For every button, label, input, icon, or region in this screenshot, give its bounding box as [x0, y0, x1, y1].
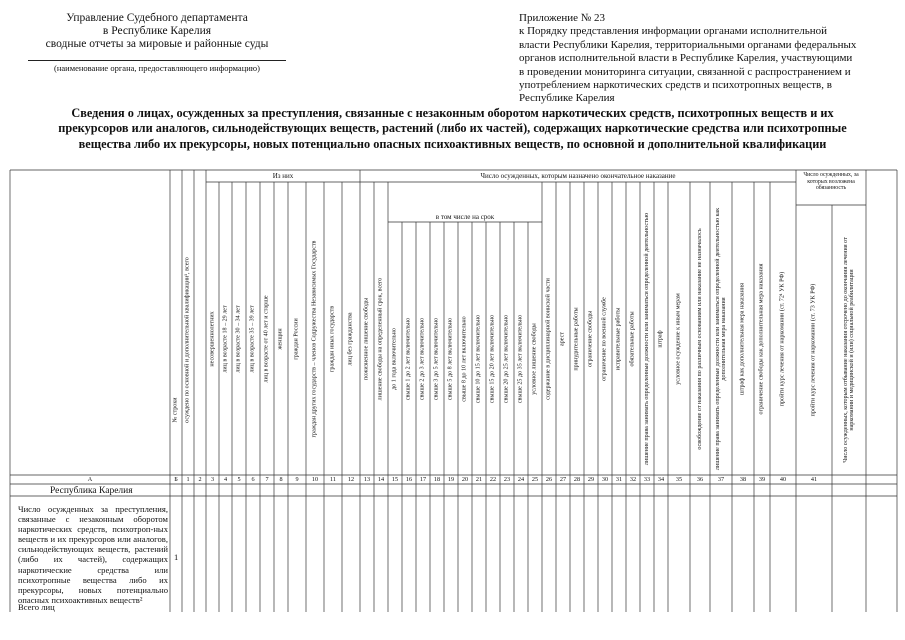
col-number-25: 25 — [531, 476, 539, 483]
col-header-3: лиц в возрасте 18 – 29 лет — [222, 304, 229, 373]
col-number-41: 41 — [810, 476, 818, 483]
col-number-19: 19 — [447, 476, 455, 483]
col-number-5: 5 — [237, 476, 241, 483]
row-description: Число осужденных за преступления, связанные с незаконным оборотом наркотических средств, психотроп-ных веществ и их прекурсоров или аналогов, сильнодействующих веществ, растений (либо их частей), содержащих наркотические средства или психотропные вещества либо их прекурсоры, новых потенциально опасных психоактивных веществ² — [18, 504, 168, 605]
col-number-8: 8 — [279, 476, 283, 483]
header-right-line4: органов исполнительной власти в Республике Карелия, участвующими — [519, 52, 853, 65]
region-label: Республика Карелия — [50, 486, 133, 496]
col-number-4: 4 — [223, 476, 228, 483]
col-number-32: 32 — [629, 476, 637, 483]
col-number-7: 7 — [265, 476, 269, 483]
col-header-25: содержание в дисциплинарной воинской части — [545, 277, 552, 400]
col-number-39: 39 — [758, 476, 766, 483]
header-right-line5: в проведении мониторинга ситуации, связанной с распространением и — [519, 65, 851, 78]
col-header-20: свыше 10 до 15 лет включительно — [475, 314, 482, 403]
signature-rule — [28, 60, 286, 61]
col-number-2: 2 — [198, 476, 202, 483]
col-number-10: 10 — [311, 476, 319, 483]
col-number-30: 30 — [601, 476, 609, 483]
group-lechenie: Число осужденных, за которых возложена обязанность — [803, 172, 859, 191]
group-iz-nih: Из них — [272, 172, 294, 180]
header-right-line6: употреблением наркотических средств и психотропных веществ, в — [519, 79, 832, 92]
col-header-19: свыше 8 до 10 лет включительно — [461, 315, 468, 402]
col-header-40: пройти курс лечения от наркомании (ст. 73 УК РФ) — [810, 283, 817, 417]
col-header-21: свыше 15 до 20 лет включительно — [489, 314, 496, 403]
col-header-35: освобождение от наказания по различным основаниям или наказание не назначалось — [696, 227, 703, 450]
col-number-31: 31 — [615, 476, 623, 483]
col-header-32: лишение права занимать определенные должности или заниматься определенной деятельностью — [643, 212, 650, 465]
col-number-36: 36 — [696, 476, 704, 483]
col-number-38: 38 — [739, 476, 747, 483]
col-header-33: штраф — [657, 329, 664, 348]
col-header-39: пройти курс лечения от наркомании (ст. 72¹ УК РФ) — [779, 271, 786, 406]
title-line3: вещества либо их прекурсоры, новых потенциально опасных психоактивных веществ, по основной и дополнительной квалификации — [78, 136, 827, 151]
col-header-12: пожизненное лишение свободы — [363, 297, 370, 380]
col-header-23: свыше 25 до 35 лет включительно — [517, 314, 524, 403]
header-left-line1: Управление Судебного департамента — [66, 12, 248, 24]
col-number-12: 12 — [347, 476, 355, 483]
row-number: 1 — [174, 552, 179, 562]
appendix-number: Приложение № 23 — [519, 12, 606, 24]
header-left-line2: в Республике Карелия — [102, 25, 212, 37]
col-header-29: ограничение по военной службе — [601, 296, 608, 381]
col-number-37: 37 — [717, 476, 725, 483]
col-header-38: ограничение свободы как дополнительная мера наказания — [758, 263, 765, 414]
col-number-13: 13 — [363, 476, 371, 483]
group-v-tom-chisle: в том числе на срок — [435, 213, 495, 221]
title-line1: Сведения о лицах, осужденных за преступления, связанные с незаконным оборотом наркотических средств, психотропных веществ и их — [71, 106, 834, 120]
col-header-2: несовершеннолетних — [209, 310, 216, 367]
col-header-34: условное осуждение к иным мерам — [675, 292, 682, 385]
header-right-line2: к Порядку представления информации органами исполнительной — [519, 25, 827, 38]
col-header-37: штраф как дополнительная мера наказания — [739, 282, 746, 395]
col-header-31: обязательные работы — [629, 310, 636, 367]
col-header-41: Число осужденных, которым отбывание наказания отсрочено до окончания лечения от наркомании и медицинской и (или) социальной реабилитации — [842, 237, 855, 463]
header-left-caption: (наименование органа, предоставляющего информацию) — [54, 63, 260, 73]
col-number-16: 16 — [405, 476, 413, 483]
col-header-17: свыше 3 до 5 лет включительно — [433, 317, 440, 400]
col-number-27: 27 — [559, 476, 567, 483]
header-left — [22, 12, 292, 73]
col-header-16: свыше 2 до 3 лет включительно — [419, 317, 426, 400]
col-number-3: 3 — [210, 476, 215, 483]
col-header-36: лишение права занимать определенные должности или заниматься определенной деятельностью как дополнительная мера наказания — [714, 207, 727, 470]
col-number-1: 1 — [186, 476, 190, 483]
col-number-28: 28 — [573, 476, 581, 483]
col-number-24: 24 — [517, 476, 525, 483]
col-header-28: ограничение свободы — [587, 310, 594, 367]
col-number-6: 6 — [251, 476, 255, 483]
col-header-27: принудительные работы — [573, 306, 580, 371]
col-header-5: лиц в возрасте 35 – 39 лет — [249, 304, 256, 373]
col-header-8: граждан России — [293, 317, 300, 360]
col-number-А: А — [87, 476, 93, 483]
col-header-11: лиц без гражданства — [347, 311, 354, 366]
col-header-15: свыше 1 до 2 лет включительно — [405, 317, 412, 400]
col-header-18: свыше 5 до 8 лет включительно — [447, 317, 454, 400]
col-header-6: лиц в возрасте от 40 лет и старше — [263, 294, 270, 383]
col-header-4: лиц в возрасте 30 – 34 лет — [235, 304, 242, 373]
col-number-18: 18 — [433, 476, 441, 483]
header-left-line3: сводные отчеты за мировые и районные суды — [45, 38, 269, 50]
col-number-26: 26 — [545, 476, 553, 483]
title-line2: прекурсоров или аналогов, сильнодействующих веществ, растений (либо их частей), содержащих наркотические средства или психотропные — [58, 121, 847, 136]
col-number-20: 20 — [461, 476, 469, 483]
col-header-26: арест — [559, 331, 566, 346]
col-header-14: до 1 года включительно — [391, 327, 398, 390]
col-number-22: 22 — [489, 476, 497, 483]
col-header-vsego: осуждено по основной и дополнительной квалификации¹, всего — [184, 257, 191, 423]
col-header-13: лишение свободы на определенный срок, всего — [377, 277, 384, 400]
group-nakazanie: Число осужденных, которым назначено окончательное наказание — [480, 172, 676, 180]
col-number-23: 23 — [503, 476, 511, 483]
header-right-line3: власти Республики Карелия, территориальными органами федеральных — [519, 38, 857, 51]
report-table — [10, 170, 897, 612]
col-header-24: условное лишение свободы — [531, 322, 538, 395]
col-header-22: свыше 20 до 25 лет включительно — [503, 314, 510, 403]
col-number-35: 35 — [675, 476, 683, 483]
col-number-34: 34 — [657, 476, 665, 483]
col-number-33: 33 — [643, 476, 651, 483]
col-header-7: женщин — [277, 327, 284, 350]
col-number-15: 15 — [391, 476, 399, 483]
col-number-Б: Б — [174, 476, 178, 483]
col-number-11: 11 — [330, 476, 336, 483]
col-header-10: граждан иных государств — [329, 305, 336, 372]
row-total-label: Всего лиц — [18, 602, 55, 612]
header-right — [519, 12, 889, 106]
col-number-40: 40 — [779, 476, 787, 483]
col-number-14: 14 — [377, 476, 385, 483]
col-header-row-num: № строки — [172, 397, 179, 423]
col-number-9: 9 — [295, 476, 299, 483]
col-number-29: 29 — [587, 476, 595, 483]
header-right-line7: Республике Карелия — [519, 92, 615, 105]
document-title — [10, 106, 895, 152]
col-number-17: 17 — [419, 476, 427, 483]
col-header-9: граждан других государств – членов Содружества Независимых Государств — [311, 240, 318, 437]
col-number-21: 21 — [475, 476, 483, 483]
col-header-30: исправительные работы — [615, 307, 622, 370]
